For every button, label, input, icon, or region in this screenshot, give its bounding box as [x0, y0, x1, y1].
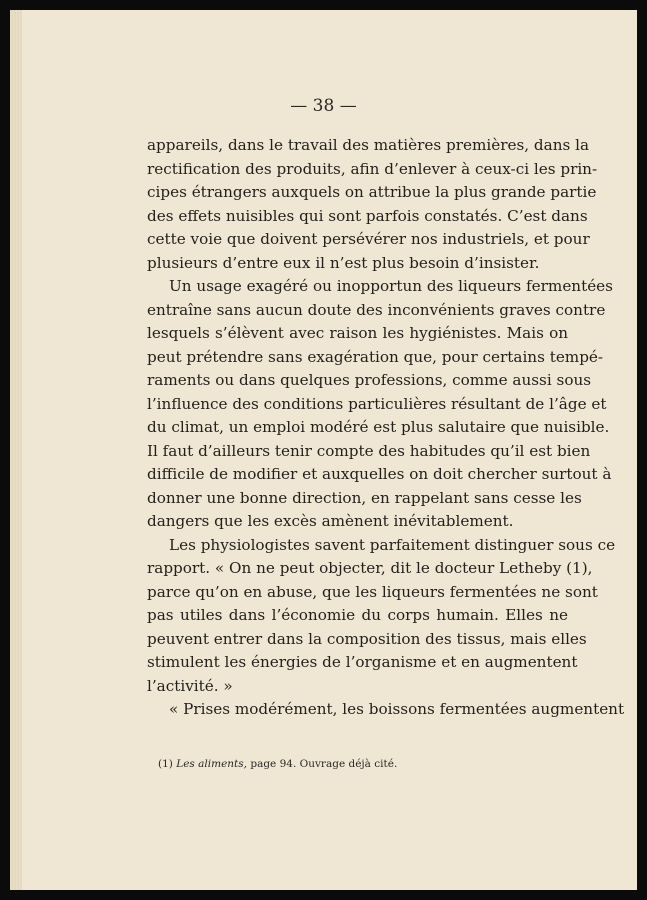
text-line: l’influence des conditions particulières résultant de l’âge et [147, 394, 607, 413]
text-line: plusieurs d’entre eux il n’est plus besoin d’insister. [147, 253, 540, 272]
body-text [147, 134, 625, 722]
text-line: l’activité. » [147, 676, 233, 695]
text-line: pas utiles dans l’économie du corps humain. Elles ne [147, 606, 568, 624]
text-line: peuvent entrer dans la composition des tissus, mais elles [147, 629, 587, 648]
book-page [10, 10, 637, 890]
footnote [158, 758, 397, 770]
text-line: Les physiologistes savent parfaitement distinguer sous ce [169, 535, 616, 554]
text-line: peut prétendre sans exagération que, pour certains tempé- [147, 347, 604, 366]
page-number: — 38 — [290, 96, 357, 116]
text-line: du climat, un emploi modéré est plus salutaire que nuisible. [147, 418, 610, 436]
footnote-marker: (1) [158, 758, 173, 770]
text-line: « Prises modérément, les boissons fermentées augmentent [169, 700, 625, 718]
text-line: lesquels s’élèvent avec raison les hygiénistes. Mais on [147, 324, 568, 342]
text-line: dangers que les excès amènent inévitablement. [147, 512, 514, 530]
text-line: des effets nuisibles qui sont parfois constatés. C’est dans [147, 206, 588, 225]
text-line: stimulent les énergies de l’organisme et en augmentent [147, 653, 578, 671]
text-line: rectification des produits, afin d’enlever à ceux-ci les prin- [147, 159, 598, 178]
text-line: raments ou dans quelques professions, comme aussi sous [147, 371, 592, 389]
text-line: parce qu’on en abuse, que les liqueurs fermentées ne sont [147, 582, 598, 601]
text-line: donner une bonne direction, en rappelant sans cesse les [147, 488, 582, 507]
text-line: difficile de modifier et auxquelles on doit chercher surtout à [147, 465, 612, 483]
text-line: cette voie que doivent persévérer nos industriels, et pour [147, 230, 590, 248]
text-line: appareils, dans le travail des matières premières, dans la [147, 136, 590, 154]
footnote-source: Les aliments, [176, 758, 247, 770]
text-line: entraîne sans aucun doute des inconvénients graves contre [147, 300, 606, 319]
page-edge [10, 10, 22, 890]
text-line: cipes étrangers auxquels on attribue la plus grande partie [147, 183, 597, 201]
text-line: Il faut d’ailleurs tenir compte des habitudes qu’il est bien [147, 441, 591, 460]
text-line: Un usage exagéré ou inopportun des liqueurs fermentées [169, 277, 613, 295]
text-line: rapport. « On ne peut objecter, dit le docteur Letheby (1), [147, 559, 593, 577]
footnote-text: page 94. Ouvrage déjà cité. [250, 758, 398, 770]
